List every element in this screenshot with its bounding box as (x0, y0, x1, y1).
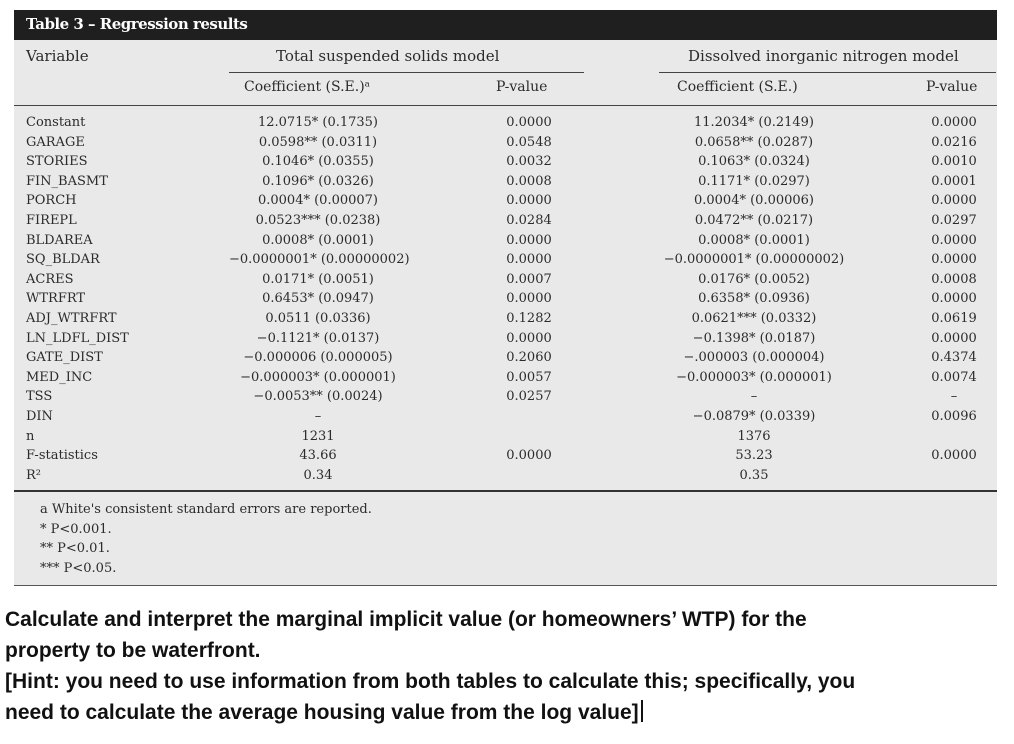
tss-header-rule (229, 72, 584, 73)
row-tss-coefficient: 0.0008* (0.0001) (262, 232, 374, 248)
question-line-4 (5, 697, 1005, 728)
table-bottom-rule (14, 490, 997, 492)
row-din-pvalue: 0.0000 (931, 448, 977, 464)
subheader-din-coefficient: Coefficient (S.E.) (677, 79, 798, 95)
question-text (5, 604, 1005, 728)
row-tss-pvalue: 0.2060 (506, 350, 552, 366)
row-din-pvalue: 0.0297 (931, 213, 977, 228)
subheader-tss-coefficient: Coefficient (S.E.)ᵃ (244, 79, 371, 95)
row-din-pvalue: 0.0619 (931, 311, 977, 326)
row-tss-pvalue: 0.0548 (506, 134, 552, 150)
row-din-coefficient: – (750, 389, 758, 405)
row-tss-pvalue: 0.0008 (506, 173, 552, 189)
row-din-coefficient: −0.1398* (0.0187) (692, 330, 816, 346)
table-row (14, 329, 997, 349)
table-title-bar (14, 10, 997, 40)
row-tss-coefficient: 43.66 (299, 448, 337, 464)
row-tss-pvalue: 0.1282 (506, 311, 552, 326)
note-line: a White's consistent standard errors are reported. (40, 502, 372, 517)
note-line: *** P<0.05. (40, 560, 117, 576)
table-row (14, 368, 997, 388)
row-variable: BLDAREA (26, 232, 93, 248)
row-tss-coefficient: 0.0171* (0.0051) (262, 271, 374, 287)
row-variable: DIN (26, 409, 53, 424)
table-row (14, 172, 997, 192)
row-variable: PORCH (26, 193, 77, 209)
row-tss-coefficient: −0.0053** (0.0024) (253, 389, 383, 405)
table-row (14, 191, 997, 211)
row-variable: GATE_DIST (26, 350, 103, 366)
row-variable: TSS (26, 389, 53, 405)
table-row (14, 270, 997, 290)
row-din-coefficient: 0.1171* (0.0297) (698, 173, 810, 189)
row-din-coefficient: 0.0658** (0.0287) (694, 134, 814, 150)
row-tss-coefficient: −0.0000001* (0.00000002) (229, 252, 410, 268)
row-variable: GARAGE (26, 134, 85, 150)
table-row (14, 407, 997, 427)
row-tss-coefficient: 0.34 (303, 467, 333, 483)
row-tss-pvalue: 0.0284 (506, 213, 552, 228)
row-din-pvalue: 0.0010 (931, 154, 977, 170)
row-tss-pvalue: 0.0000 (506, 193, 552, 209)
row-din-pvalue: 0.0000 (931, 252, 977, 268)
row-din-coefficient: 1376 (737, 428, 771, 444)
row-tss-pvalue: 0.0032 (506, 154, 552, 170)
row-din-coefficient: 0.0004* (0.00006) (693, 193, 815, 209)
table-row (14, 466, 997, 486)
row-tss-pvalue: 0.0000 (506, 252, 552, 268)
row-variable: ADJ_WTRFRT (26, 311, 117, 326)
table-row (14, 289, 997, 309)
question-line-3: [Hint: you need to use information from both tables to calculate this; specifically, you (5, 670, 856, 693)
table-row (14, 231, 997, 251)
table-row (14, 348, 997, 368)
table-row (14, 133, 997, 153)
row-variable: R² (26, 467, 41, 483)
row-variable: STORIES (26, 154, 88, 170)
row-din-pvalue: 0.0000 (931, 330, 977, 346)
table-title: Table 3 – Regression results (26, 15, 248, 33)
row-din-coefficient: 0.6358* (0.0936) (698, 291, 810, 307)
header-bottom-rule (14, 105, 997, 106)
row-din-coefficient: −0.0879* (0.0339) (692, 409, 816, 424)
row-variable: MED_INC (26, 369, 93, 385)
row-tss-pvalue: 0.0000 (506, 232, 552, 248)
row-tss-coefficient: – (314, 409, 322, 424)
table-notes (40, 500, 372, 578)
row-tss-coefficient: −0.000003* (0.000001) (240, 369, 396, 385)
row-din-coefficient: 53.23 (735, 448, 773, 464)
row-variable: FIREPL (26, 213, 77, 228)
question-line-1: Calculate and interpret the marginal implicit value (or homeowners’ WTP) for the (5, 608, 807, 631)
header-din-model: Dissolved inorganic nitrogen model (688, 47, 959, 65)
row-din-pvalue: 0.0216 (931, 134, 977, 150)
row-tss-pvalue: 0.0000 (506, 115, 552, 130)
row-din-coefficient: 11.2034* (0.2149) (693, 115, 815, 130)
row-tss-pvalue: 0.0057 (506, 369, 552, 385)
text-cursor (641, 700, 643, 722)
row-din-coefficient: 0.35 (739, 467, 769, 483)
note-line: * P<0.001. (40, 521, 112, 537)
question-line-4-text: need to calculate the average housing value from the log value] (5, 701, 639, 724)
row-din-pvalue: 0.0000 (931, 232, 977, 248)
row-variable: WTRFRT (26, 291, 86, 307)
din-header-rule (659, 72, 996, 73)
table-row (14, 250, 997, 270)
row-din-coefficient: −0.0000001* (0.00000002) (663, 252, 845, 268)
question-line-2: property to be waterfront. (5, 639, 261, 662)
table-row (14, 152, 997, 172)
table-row (14, 211, 997, 231)
row-din-pvalue: 0.0001 (931, 173, 977, 189)
row-din-coefficient: 0.1063* (0.0324) (698, 154, 810, 170)
row-din-coefficient: 0.0621*** (0.0332) (691, 311, 817, 326)
subheader-tss-pvalue: P-value (496, 79, 548, 95)
row-tss-pvalue: 0.0000 (506, 448, 552, 464)
header-tss-model: Total suspended solids model (276, 47, 500, 65)
row-din-coefficient: 0.0472** (0.0217) (694, 213, 814, 228)
row-tss-coefficient: 0.0523*** (0.0238) (255, 213, 381, 228)
row-tss-pvalue: 0.0000 (506, 291, 552, 307)
row-tss-coefficient: 0.0004* (0.00007) (257, 193, 379, 209)
row-din-pvalue: 0.0074 (931, 369, 977, 385)
row-din-pvalue: 0.0000 (931, 115, 977, 130)
row-variable: FIN_BASMT (26, 173, 108, 189)
row-tss-pvalue: 0.0000 (506, 330, 552, 346)
row-tss-pvalue: 0.0257 (506, 389, 552, 405)
row-variable: n (26, 428, 35, 444)
notes-bottom-rule (14, 585, 997, 586)
row-tss-coefficient: 12.0715* (0.1735) (257, 115, 379, 130)
row-tss-coefficient: 0.0598** (0.0311) (258, 134, 378, 150)
table-row (14, 387, 997, 407)
row-variable: Constant (26, 115, 86, 130)
row-tss-coefficient: 0.0511 (0.0336) (265, 311, 371, 326)
row-tss-pvalue: 0.0007 (506, 271, 552, 287)
row-din-coefficient: 0.0176* (0.0052) (698, 271, 810, 287)
row-din-coefficient: −0.000003* (0.000001) (676, 369, 832, 385)
row-din-coefficient: 0.0008* (0.0001) (698, 232, 810, 248)
row-variable: ACRES (26, 271, 74, 287)
note-line: ** P<0.01. (40, 541, 110, 556)
row-tss-coefficient: 0.1046* (0.0355) (262, 154, 374, 170)
row-din-pvalue: 0.4374 (931, 350, 977, 366)
row-tss-coefficient: −0.000006 (0.000005) (243, 350, 393, 366)
table-row (14, 113, 997, 133)
regression-table (14, 10, 997, 586)
row-variable: SQ_BLDAR (26, 252, 100, 268)
table-row (14, 309, 997, 329)
row-din-pvalue: 0.0008 (931, 271, 977, 287)
table-row (14, 446, 997, 466)
row-din-coefficient: −.000003 (0.000004) (683, 350, 825, 366)
row-din-pvalue: 0.0000 (931, 291, 977, 307)
subheader-din-pvalue: P-value (926, 79, 978, 95)
row-tss-coefficient: 0.6453* (0.0947) (262, 291, 374, 307)
row-variable: F-statistics (26, 448, 98, 464)
row-variable: LN_LDFL_DIST (26, 330, 129, 346)
table-row (14, 427, 997, 447)
row-tss-coefficient: 0.1096* (0.0326) (262, 173, 374, 189)
row-din-pvalue: 0.0000 (931, 193, 977, 209)
row-tss-coefficient: −0.1121* (0.0137) (256, 330, 380, 346)
header-variable: Variable (26, 47, 89, 65)
row-tss-coefficient: 1231 (301, 428, 335, 444)
row-din-pvalue: – (950, 389, 958, 405)
row-din-pvalue: 0.0096 (931, 409, 977, 424)
